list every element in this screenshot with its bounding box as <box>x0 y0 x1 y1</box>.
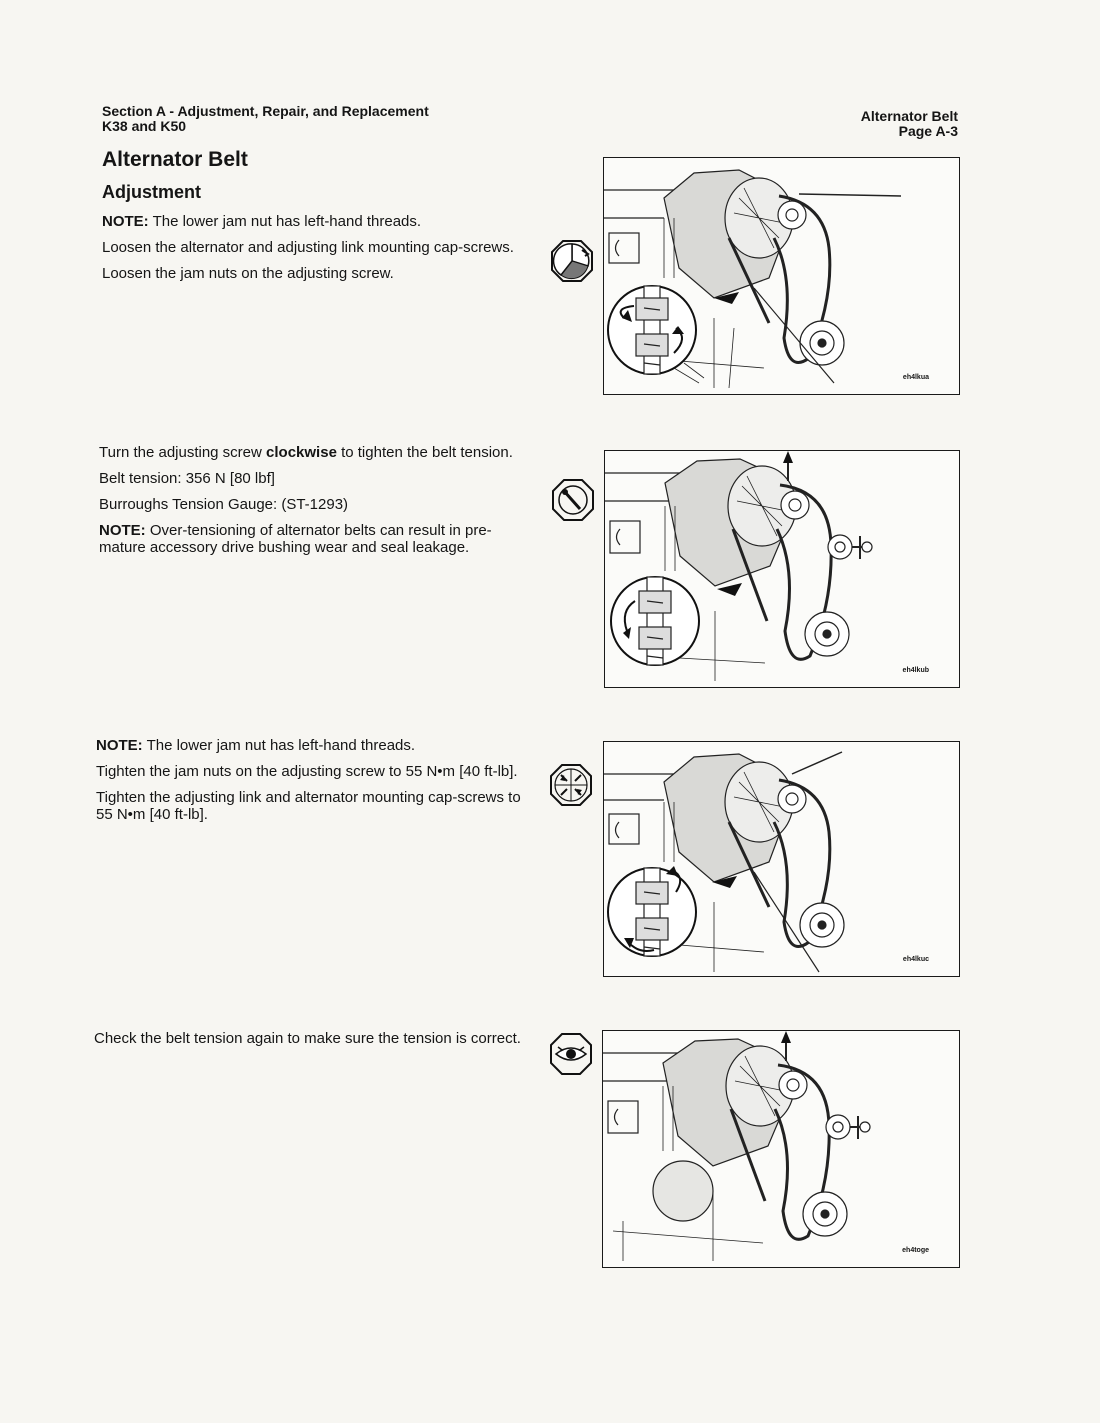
note-label: NOTE: <box>99 522 146 539</box>
step-1-instruction: Loosen the alternator and adjusting link mounting cap-screws. <box>102 239 514 256</box>
step-3-text <box>96 737 528 832</box>
step-2-instruction: Turn the adjusting screw clockwise to tighten the belt tension. <box>99 444 513 461</box>
note-label: NOTE: <box>102 213 149 230</box>
header-right-title: Alternator Belt <box>860 108 958 124</box>
tension-gauge-spec: Burroughs Tension Gauge: (ST-1293) <box>99 496 349 513</box>
figure-1-label: eh4lkua <box>902 374 929 381</box>
wrench-loosen-icon <box>549 238 595 284</box>
page-title: Alternator Belt <box>102 148 248 171</box>
step-2-text <box>99 444 531 565</box>
figure-4 <box>602 1030 960 1268</box>
step-1-note: NOTE: The lower jam nut has left-hand threads. <box>102 213 422 230</box>
inspect-eye-icon <box>548 1031 594 1077</box>
note-label: NOTE: <box>96 737 143 754</box>
figure-2 <box>604 450 960 688</box>
step-3-instruction: Tighten the jam nuts on the adjusting screw to 55 N•m [40 ft-lb]. <box>96 763 518 780</box>
step-4-text <box>94 1030 526 1056</box>
figure-3-label: eh4lkuc <box>902 956 929 963</box>
belt-tension-spec: Belt tension: 356 N [80 lbf] <box>99 470 275 487</box>
figure-4-label: eh4toge <box>902 1247 929 1254</box>
step-2-note: NOTE: Over-tensioning of alternator belts can result in pre-mature accessory drive bushing wear and seal leakage. <box>99 522 492 556</box>
step-4-instruction: Check the belt tension again to make sure the tension is correct. <box>94 1030 521 1047</box>
page-number: Page A-3 <box>898 123 958 139</box>
section-header <box>102 104 429 134</box>
model-line: K38 and K50 <box>102 118 187 134</box>
figure-2-label: eh4lkub <box>902 667 929 674</box>
step-1-text <box>102 213 534 291</box>
figure-3 <box>603 741 960 977</box>
section-line: Section A - Adjustment, Repair, and Replacement <box>102 103 429 119</box>
step-3-instruction-2: Tighten the adjusting link and alternator mounting cap-screws to 55 N•m [40 ft-lb]. <box>96 789 521 823</box>
figure-1 <box>603 157 960 395</box>
tension-gauge-icon <box>550 477 596 523</box>
step-3-note: NOTE: The lower jam nut has left-hand threads. <box>96 737 416 754</box>
page-header-right <box>861 109 958 139</box>
torque-wrench-icon <box>548 762 594 808</box>
step-1-instruction-2: Loosen the jam nuts on the adjusting screw. <box>102 265 394 282</box>
section-subtitle: Adjustment <box>102 182 201 202</box>
